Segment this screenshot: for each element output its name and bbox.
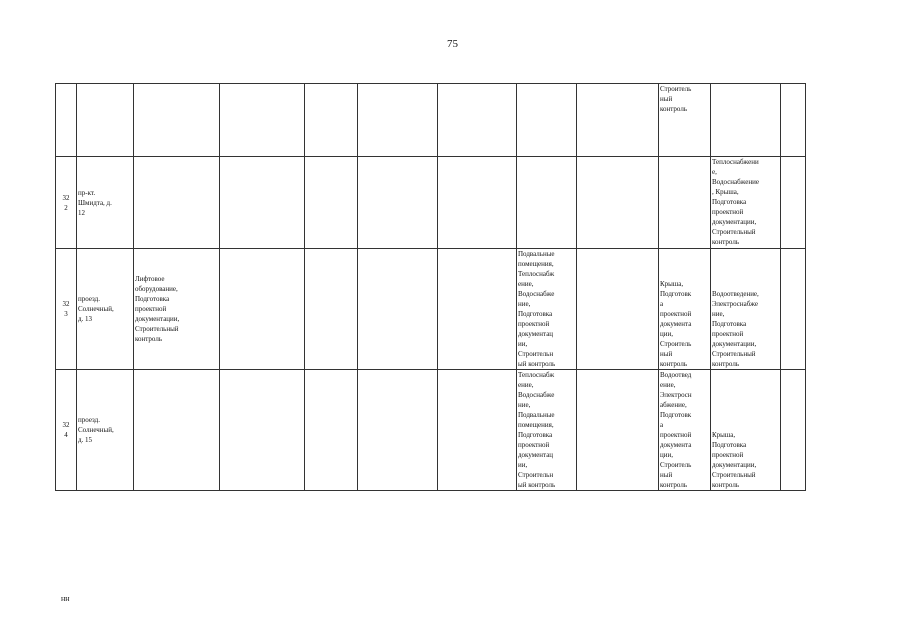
- address-cell: [77, 84, 134, 157]
- work-cell: Теплоснабж ение, Водоснабже ние, Подвальные помещения, Подготовка проектной документац ии, Строительн ый контроль: [517, 370, 577, 491]
- work-cell: [134, 84, 220, 157]
- work-cell: [358, 84, 438, 157]
- work-cell: [517, 84, 577, 157]
- work-cell: [781, 249, 806, 370]
- footer-mark: нн: [61, 594, 70, 603]
- work-cell: [220, 370, 305, 491]
- work-cell: Строитель ный контроль: [659, 84, 711, 157]
- work-cell: [134, 370, 220, 491]
- work-cell: Крыша, Подготовк а проектной документа ции, Строитель ный контроль: [659, 249, 711, 370]
- table-row: [56, 249, 806, 370]
- work-cell: [220, 157, 305, 249]
- work-cell: Лифтовое оборудование, Подготовка проектной документации, Строительный контроль: [134, 249, 220, 370]
- capital-repair-table: [55, 83, 806, 491]
- work-cell: [438, 84, 517, 157]
- work-cell: Крыша, Подготовка проектной документации, Строительный контроль: [711, 370, 781, 491]
- work-cell: [577, 249, 659, 370]
- work-cell: [134, 157, 220, 249]
- work-cell: [577, 370, 659, 491]
- work-cell: Водоотведение, Электроснабже ние, Подготовка проектной документации, Строительный контроль: [711, 249, 781, 370]
- table-row: [56, 157, 806, 249]
- address-cell: проезд. Солнечный, д. 13: [77, 249, 134, 370]
- work-cell: [305, 249, 358, 370]
- work-cell: [781, 84, 806, 157]
- table-row: [56, 84, 806, 157]
- table-row: [56, 370, 806, 491]
- work-cell: [220, 84, 305, 157]
- work-cell: Теплоснабжени е, Водоснабжение , Крыша, Подготовка проектной документации, Строительный контроль: [711, 157, 781, 249]
- address-cell: проезд. Солнечный, д. 15: [77, 370, 134, 491]
- work-cell: [781, 370, 806, 491]
- work-cell: [659, 157, 711, 249]
- work-cell: Подвальные помещения, Теплоснабж ение, Водоснабже ние, Подготовка проектной документац ии, Строительн ый контроль: [517, 249, 577, 370]
- work-cell: [305, 157, 358, 249]
- work-cell: [305, 84, 358, 157]
- work-cell: [438, 370, 517, 491]
- work-cell: [577, 84, 659, 157]
- work-cell: [577, 157, 659, 249]
- work-cell: [220, 249, 305, 370]
- address-cell: пр-кт. Шмидта, д. 12: [77, 157, 134, 249]
- work-cell: [438, 157, 517, 249]
- row-number-cell: 32 4: [56, 370, 77, 491]
- work-cell: [438, 249, 517, 370]
- work-cell: [711, 84, 781, 157]
- work-cell: Водоотвед ение, Электросн абжение, Подготовк а проектной документа ции, Строитель ный контроль: [659, 370, 711, 491]
- row-number-cell: [56, 84, 77, 157]
- work-cell: [517, 157, 577, 249]
- row-number-cell: 32 2: [56, 157, 77, 249]
- work-cell: [358, 249, 438, 370]
- work-cell: [358, 370, 438, 491]
- row-number-cell: 32 3: [56, 249, 77, 370]
- work-cell: [305, 370, 358, 491]
- work-cell: [781, 157, 806, 249]
- work-cell: [358, 157, 438, 249]
- page-number: 75: [447, 38, 458, 50]
